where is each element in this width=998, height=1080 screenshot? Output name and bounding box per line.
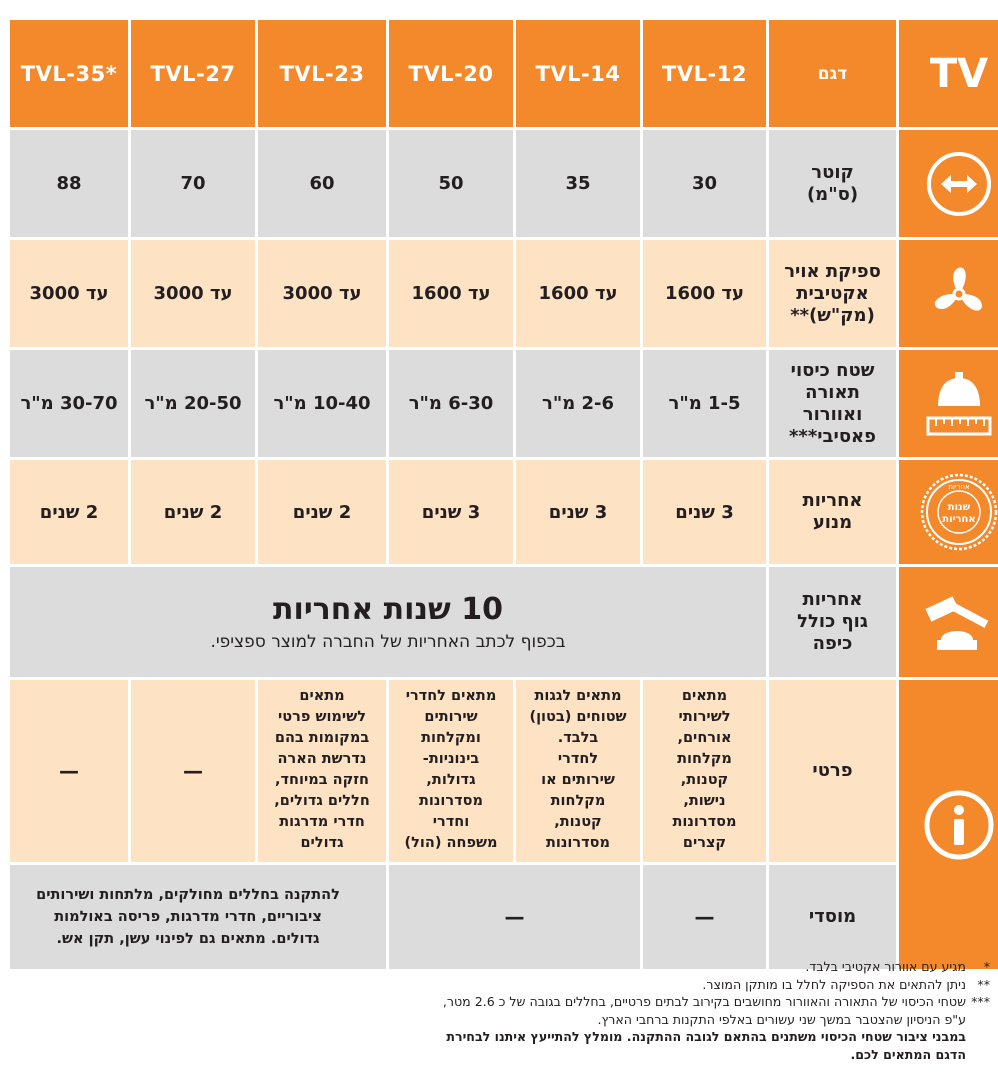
body-warranty-title: 10 שנות אחריות bbox=[273, 592, 503, 627]
label-line: תאורה bbox=[805, 381, 860, 403]
desc-line: שטוחים (בטון) bbox=[529, 709, 627, 725]
label-line: גוף כולל bbox=[797, 611, 868, 632]
desc-line: לחדרי bbox=[557, 751, 599, 767]
hammer-dome-icon bbox=[899, 567, 998, 677]
footnote bbox=[370, 976, 990, 994]
motor-warranty-label bbox=[769, 460, 896, 564]
desc-line: במקומות בהם bbox=[274, 730, 370, 746]
model-header-tvl-27: TVL-27 bbox=[131, 20, 255, 127]
diameter-value: 60 bbox=[258, 130, 386, 237]
private-value-empty: — bbox=[131, 680, 255, 862]
desc-line: גדולים. מתאים גם לפינוי עשן, תקן אש. bbox=[56, 931, 320, 947]
model-header-tvl-20: TVL-20 bbox=[389, 20, 513, 127]
label-line: (ס"מ) bbox=[806, 183, 859, 205]
coverage-value: 6-30 מ"ר bbox=[389, 350, 513, 457]
motor-warranty-value: 2 שנים bbox=[131, 460, 255, 564]
coverage-value: 10-40 מ"ר bbox=[258, 350, 386, 457]
coverage-value: 30-70 מ"ר bbox=[10, 350, 128, 457]
desc-line: קטנות, bbox=[554, 814, 602, 830]
desc-line: לשימוש פרטי bbox=[278, 709, 366, 725]
desc-line: שירותים או bbox=[541, 772, 615, 788]
desc-line: ציבוריים, חדרי מדרגות, פריסה באולמות bbox=[54, 909, 322, 925]
label-line: ספיקת אויר bbox=[784, 260, 881, 282]
footnote-mark bbox=[966, 1011, 990, 1029]
label-line: אחריות bbox=[802, 589, 863, 610]
airflow-value: עד 1600 bbox=[643, 240, 766, 347]
airflow-value: עד 3000 bbox=[131, 240, 255, 347]
label-line: אקטיבית bbox=[796, 282, 869, 304]
label-line: מנוע bbox=[812, 512, 853, 533]
private-description-tvl-14 bbox=[516, 680, 640, 862]
diameter-value: 88 bbox=[10, 130, 128, 237]
desc-line: משפחה (הול) bbox=[404, 835, 498, 851]
label-line: (מק"ש)** bbox=[790, 304, 875, 326]
desc-line: חללים גדולים, bbox=[274, 793, 370, 809]
svg-text:אחריות: אחריות bbox=[942, 514, 976, 525]
private-description-tvl-23 bbox=[258, 680, 386, 862]
motor-warranty-value: 3 שנים bbox=[389, 460, 513, 564]
desc-line: מסדרונות bbox=[418, 793, 484, 809]
diameter-value: 35 bbox=[516, 130, 640, 237]
footnote-mark bbox=[966, 1046, 990, 1064]
airflow-value: עד 1600 bbox=[389, 240, 513, 347]
desc-line: קצרים bbox=[682, 835, 727, 851]
label-line: שטח כיסוי bbox=[790, 359, 875, 381]
desc-line: חזקה במיוחד, bbox=[274, 772, 370, 788]
svg-text:אחריות: אחריות bbox=[948, 483, 970, 491]
footnote-text: במבני ציבור שטחי הכיסוי משתנים בהתאם לגובה ההתקנה. מומלץ להתייעץ איתנו לבחירת bbox=[446, 1029, 966, 1045]
label-line: ואוורור bbox=[802, 403, 863, 425]
brand-tv: TV bbox=[899, 20, 998, 127]
private-description-tvl-20 bbox=[389, 680, 513, 862]
coverage-value: 1-5 מ"ר bbox=[643, 350, 766, 457]
desc-line: גדולים bbox=[300, 835, 344, 851]
footnote-mark: *** bbox=[971, 994, 990, 1010]
comparison-table bbox=[10, 20, 998, 947]
footnote-text: ע"פ הניסיון שהצטבר במשך שני עשורים באלפי התקנות ברחבי הארץ. bbox=[597, 1011, 966, 1027]
coverage-value: 20-50 מ"ר bbox=[131, 350, 255, 457]
desc-line: מסדרונות bbox=[672, 814, 737, 830]
coverage-value: 2-6 מ"ר bbox=[516, 350, 640, 457]
model-header-tvl-23: TVL-23 bbox=[258, 20, 386, 127]
footnote bbox=[370, 1011, 990, 1029]
diameter-value: 50 bbox=[389, 130, 513, 237]
footnote-text: מגיע עם אוורור אקטיבי בלבד. bbox=[805, 959, 966, 974]
desc-line: וחדרי bbox=[432, 814, 470, 830]
desc-line: מקלחות bbox=[677, 751, 732, 767]
desc-line: אורחים, bbox=[677, 730, 732, 746]
diameter-value: 70 bbox=[131, 130, 255, 237]
model-header-tvl-35: TVL-35* bbox=[10, 20, 128, 127]
footnote-mark: ** bbox=[977, 976, 990, 992]
motor-warranty-value: 2 שנים bbox=[10, 460, 128, 564]
footnote-mark bbox=[966, 1028, 990, 1046]
diameter-arrows-icon bbox=[899, 130, 998, 237]
desc-line: מתאים bbox=[681, 688, 728, 704]
warranty-stamp-icon bbox=[899, 460, 998, 564]
label-line: קוטר bbox=[811, 161, 854, 183]
footnote bbox=[370, 958, 990, 976]
desc-line: מתאים לגגות bbox=[534, 688, 622, 704]
label-line: כיפה bbox=[812, 633, 853, 654]
footnote-mark: * bbox=[983, 959, 990, 974]
airflow-value: עד 3000 bbox=[258, 240, 386, 347]
desc-line: מתאים לחדרי bbox=[405, 688, 497, 704]
model-header-tvl-12: TVL-12 bbox=[643, 20, 766, 127]
desc-line: ומקלחות bbox=[421, 730, 481, 746]
airflow-value: עד 3000 bbox=[10, 240, 128, 347]
footnotes bbox=[370, 958, 990, 1064]
motor-warranty-value: 3 שנים bbox=[643, 460, 766, 564]
svg-text:שנות: שנות bbox=[947, 502, 971, 513]
coverage-label bbox=[769, 350, 896, 457]
desc-line: נישות, bbox=[683, 793, 726, 809]
desc-line: קטנות, bbox=[680, 772, 729, 788]
label-line: אחריות bbox=[802, 490, 863, 511]
footnote-text: ניתן להתאים את הספיקה לחלל בו מותקן המוצר. bbox=[702, 976, 966, 992]
motor-warranty-value: 3 שנים bbox=[516, 460, 640, 564]
private-label: פרטי bbox=[769, 680, 896, 862]
desc-line: מסדרונות bbox=[545, 835, 611, 851]
footnote-text: שטחי הכיסוי של התאורה והאוורור מחושבים בקירוב לבתים פרטיים, בחללים בגובה של כ 2.6 מטר, bbox=[442, 994, 966, 1010]
info-icon bbox=[899, 680, 998, 969]
institutional-value-empty: — bbox=[389, 865, 640, 969]
body-warranty-subtitle: בכפוף לכתב האחריות של החברה למוצר ספציפי. bbox=[210, 632, 566, 652]
institutional-label: מוסדי bbox=[769, 865, 896, 969]
diameter-value: 30 bbox=[643, 130, 766, 237]
desc-line: שירותים bbox=[424, 709, 478, 725]
footnote bbox=[370, 1028, 990, 1046]
body-warranty-statement bbox=[10, 567, 766, 677]
footnote-text: הדגם המתאים לכם. bbox=[850, 1046, 966, 1062]
desc-line: נדרשת הארה bbox=[277, 751, 367, 767]
institutional-value-empty: — bbox=[643, 865, 766, 969]
desc-line: גדולות, bbox=[426, 772, 476, 788]
desc-line: מקלחות bbox=[550, 793, 606, 809]
model-header-tvl-14: TVL-14 bbox=[516, 20, 640, 127]
private-description-tvl-12 bbox=[643, 680, 766, 862]
desc-line: חדרי מדרגות bbox=[279, 814, 365, 830]
diameter-label bbox=[769, 130, 896, 237]
footnote bbox=[370, 1046, 990, 1064]
airflow-label bbox=[769, 240, 896, 347]
label-line: פאסיבי*** bbox=[789, 425, 876, 447]
body-warranty-label bbox=[769, 567, 896, 677]
desc-line: להתקנה בחללים מחולקים, מלתחות ושירותים bbox=[36, 887, 340, 903]
lamp-ruler-icon bbox=[899, 350, 998, 457]
motor-warranty-value: 2 שנים bbox=[258, 460, 386, 564]
model-label: דגם bbox=[769, 20, 896, 127]
desc-line: בינוניות- bbox=[422, 751, 480, 767]
desc-line: לשירותי bbox=[678, 709, 731, 725]
institutional-description bbox=[10, 865, 386, 969]
footnote bbox=[370, 993, 990, 1011]
private-value-empty: — bbox=[10, 680, 128, 862]
fan-icon bbox=[899, 240, 998, 347]
airflow-value: עד 1600 bbox=[516, 240, 640, 347]
desc-line: בלבד. bbox=[557, 730, 599, 746]
desc-line: מתאים bbox=[299, 688, 345, 704]
